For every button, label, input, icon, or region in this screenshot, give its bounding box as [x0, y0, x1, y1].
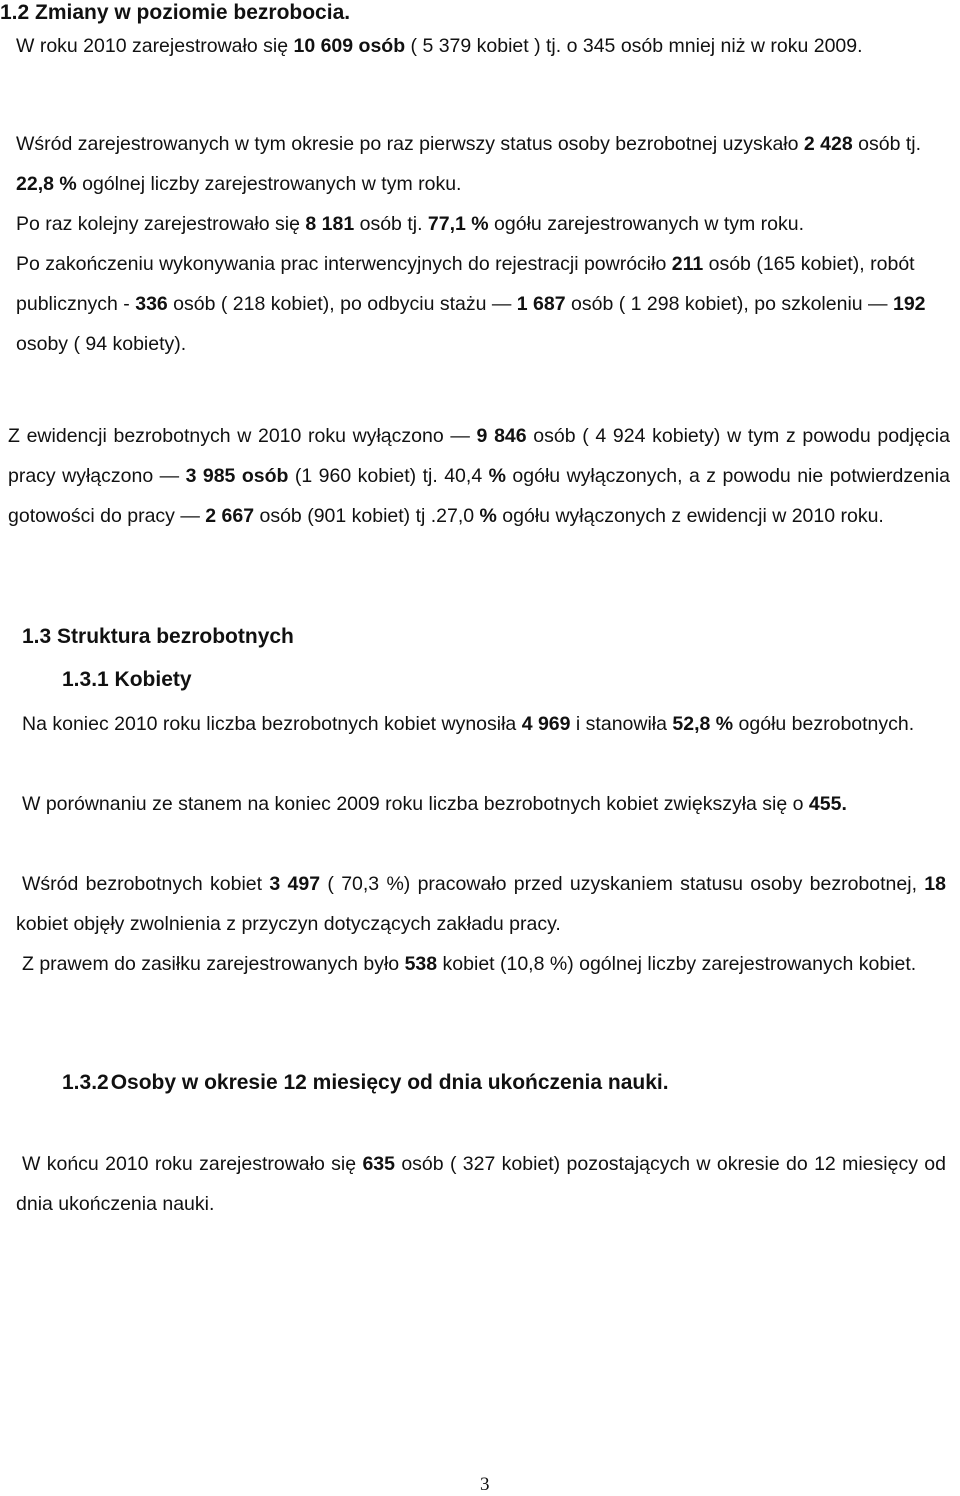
- paragraph-repeat-registration: Po raz kolejny zarejestrowało się 8 181 osób tj. 77,1 % ogółu zarejestrowanych w tym roku.: [16, 213, 805, 235]
- heading-1-3: 1.3 Struktura bezrobotnych: [22, 625, 294, 648]
- paragraph-returned-after-programs: Po zakończeniu wykonywania prac interwencyjnych do rejestracji powróciło 211 osób (165 kobiet), robót publicznych - 336 osób ( 218 kobiet), po odbyciu stażu ― 1 687 osób ( 1 298 kobiet), po szkoleniu ― 192 osoby ( 94 kobiety).: [16, 253, 926, 355]
- paragraph-women-worked: Wśród bezrobotnych kobiet 3 497 ( 70,3 %) pracowało przed uzyskaniem statusu osoby bezrobotnej, 18 kobiet objęły zwolnienia z przyczyn dotyczących zakładu pracy.: [16, 873, 946, 935]
- heading-1-3-1: 1.3.1 Kobiety: [62, 668, 192, 691]
- paragraph-graduates: W końcu 2010 roku zarejestrowało się 635 osób ( 327 kobiet) pozostających w okresie do 12 miesięcy od dnia ukończenia nauki.: [16, 1153, 946, 1215]
- heading-1-3-2: [62, 1070, 669, 1096]
- paragraph-first-time: Wśród zarejestrowanych w tym okresie po raz pierwszy status osoby bezrobotnej uzyskało 2 428 osób tj. 22,8 % ogólnej liczby zarejestrowanych w tym roku.: [16, 133, 922, 195]
- paragraph-deregistered: Z ewidencji bezrobotnych w 2010 roku wyłączono ― 9 846 osób ( 4 924 kobiety) w tym z powodu podjęcia pracy wyłączono ― 3 985 osób (1 960 kobiet) tj. 40,4 % ogółu wyłączonych, a z powodu nie potwierdzenia gotowości do pracy ― 2 667 osób (901 kobiet) tj .27,0 % ogółu wyłączonych z ewidencji w 2010 roku.: [8, 425, 951, 527]
- paragraph-registrations-total: W roku 2010 zarejestrowało się 10 609 osób ( 5 379 kobiet ) tj. o 345 osób mniej niż w roku 2009.: [16, 35, 863, 57]
- paragraph-women-total: Na koniec 2010 roku liczba bezrobotnych kobiet wynosiła 4 969 i stanowiła 52,8 % ogółu bezrobotnych.: [22, 713, 915, 735]
- paragraph-women-change: W porównaniu ze stanem na koniec 2009 roku liczba bezrobotnych kobiet zwiększyła się o 455.: [22, 793, 847, 815]
- page-number: 3: [480, 1474, 490, 1495]
- heading-1-3-2-title: Osoby w okresie 12 miesięcy od dnia ukończenia nauki.: [110, 1071, 669, 1094]
- heading-1-2: 1.2 Zmiany w poziomie bezrobocia.: [0, 1, 351, 24]
- paragraph-women-benefit: Z prawem do zasiłku zarejestrowanych było 538 kobiet (10,8 %) ogólnej liczby zarejestrowanych kobiet.: [22, 953, 917, 975]
- heading-1-3-2-number: 1.3.2: [62, 1071, 109, 1094]
